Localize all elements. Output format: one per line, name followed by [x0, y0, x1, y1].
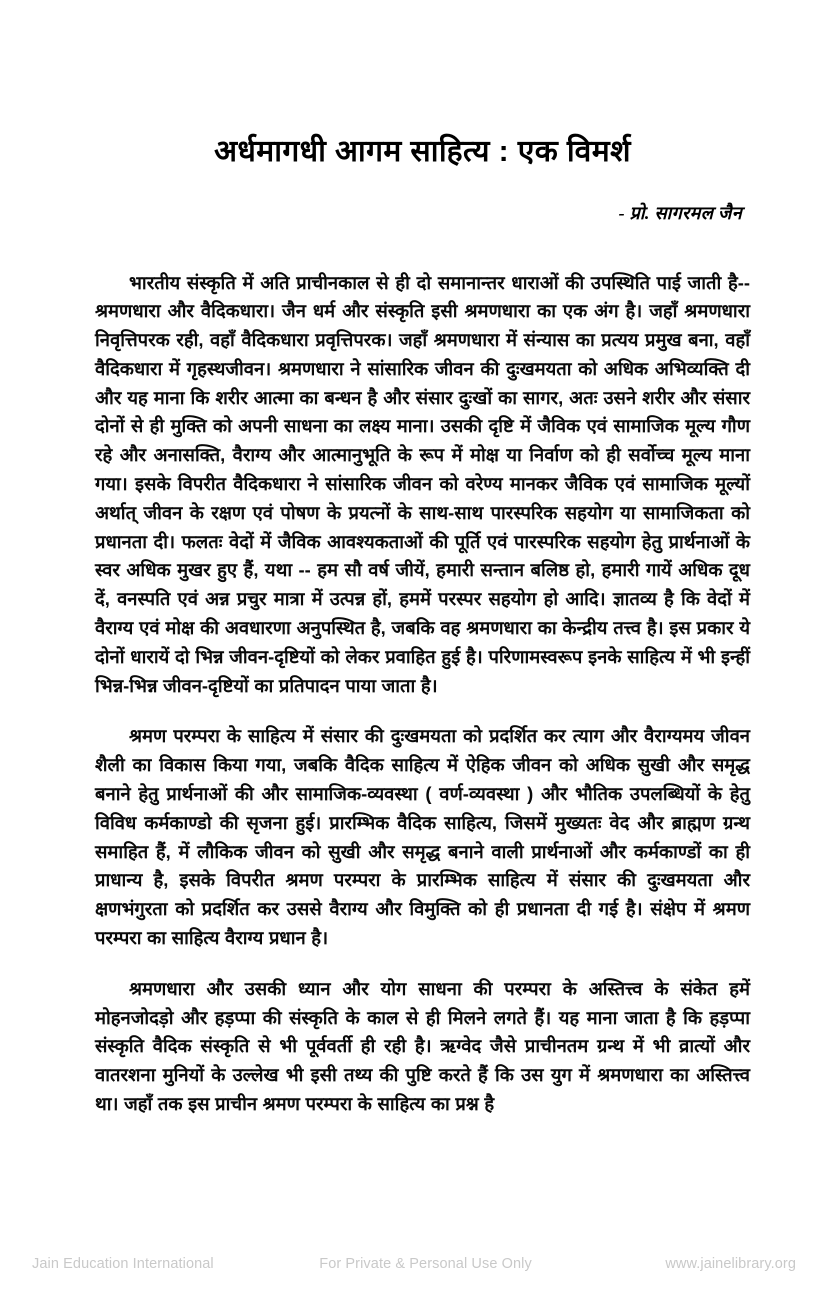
author-byline: - प्रो. सागरमल जैन — [618, 202, 742, 223]
content-column — [95, 0, 750, 1119]
paragraph-3: श्रमणधारा और उसकी ध्यान और योग साधना की परम्परा के अस्तित्त्व के संकेत हमें मोहनजोदड़ो और हड़प्पा की संस्कृति के काल से ही मिलने लगते हैं। यह माना जाता है कि हड़प्पा संस्कृति वैदिक संस्कृति से भी पूर्ववर्ती ही रही है। ऋग्वेद जैसे प्राचीनतम ग्रन्थ में भी व्रात्यों और वातरशना मुनियों के उल्लेख भी इसी तथ्य की पुष्टि करते हैं कि उस युग में श्रमणधारा का अस्तित्त्व था। जहाँ तक इस प्राचीन श्रमण परम्परा के साहित्य का प्रश्न है — [95, 977, 750, 1115]
paragraph-1: भारतीय संस्कृति में अति प्राचीनकाल से ही दो समानान्तर धाराओं की उपस्थिति पाई जाती है-- श्रमणधारा और वैदिकधारा। जैन धर्म और संस्कृति इसी श्रमणधारा का एक अंग है। जहाँ श्रमणधारा निवृत्तिपरक रही, वहाँ वैदिकधारा प्रवृत्तिपरक। जहाँ श्रमणधारा में संन्यास का प्रत्यय प्रमुख बना, वहाँ वैदिकधारा में गृहस्थजीवन। श्रमणधारा ने सांसारिक जीवन की दुःखमयता को अधिक अभिव्यक्ति दी और यह माना कि शरीर आत्मा का बन्धन है और संसार दुःखों का सागर, अतः उसने शरीर और संसार दोनों से ही मुक्ति को अपनी साधना का लक्ष्य माना। उसकी दृष्टि में जैविक एवं सामाजिक मूल्य गौण रहे और अनासक्ति, वैराग्य और आत्मानुभूति के रूप में मोक्ष या निर्वाण को ही सर्वोच्च मूल्य माना गया। इसके विपरीत वैदिकधारा ने सांसारिक जीवन को वरेण्य मानकर जैविक एवं सामाजिक मूल्यों अर्थात् जीवन के रक्षण एवं पोषण के प्रयत्नों के साथ-साथ पारस्परिक सहयोग या सामाजिकता को प्रधानता दी। फलतः वेदों में जैविक आवश्यकताओं की पूर्ति एवं पारस्परिक सहयोग हेतु प्रार्थनाओं के स्वर अधिक मुखर हुए हैं, यथा -- हम सौ वर्ष जीयें, हमारी सन्तान बलिष्ठ हो, हमारी गायें अधिक दूध दें, वनस्पति एवं अन्न प्रचुर मात्रा में उत्पन्न हों, हममें परस्पर सहयोग हो आदि। ज्ञातव्य है कि वेदों में वैराग्य एवं मोक्ष की अवधारणा अनुपस्थित है, जबकि वह श्रमणधारा का केन्द्रीय तत्त्व है। इस प्रकार ये दोनों धारायें दो भिन्न जीवन-दृष्टियों को लेकर प्रवाहित हुई है। परिणामस्वरूप इनके साहित्य में भी इन्हीं भिन्न-भिन्न जीवन-दृष्टियों का प्रतिपादन पाया जाता है। — [95, 271, 750, 696]
footer-usage-notice: For Private & Personal Use Only — [319, 1256, 532, 1272]
footer-website-url[interactable]: www.jainelibrary.org — [665, 1256, 796, 1272]
title-block — [95, 0, 750, 225]
paragraph-2: श्रमण परम्परा के साहित्य में संसार की दुःखमयता को प्रदर्शित कर त्याग और वैराग्यमय जीवन शैली का विकास किया गया, जबकि वैदिक साहित्य में ऐहिक जीवन को अधिक सुखी और समृद्ध बनाने हेतु प्रार्थनाओं की और सामाजिक-व्यवस्था ( वर्ण-व्यवस्था ) और भौतिक उपलब्धियों के हेतु विविध कर्मकाण्डो की सृजना हुई। प्रारम्भिक वैदिक साहित्य, जिसमें मुख्यतः वेद और ब्राह्मण ग्रन्थ समाहित हैं, में लौकिक जीवन को सुखी और समृद्ध बनाने वाली प्रार्थनाओं और कर्मकाण्डों का ही प्राधान्य है, इसके विपरीत श्रमण परम्परा के प्रारम्भिक साहित्य में संसार की दुःखमयता और क्षणभंगुरता को प्रदर्शित कर उससे वैराग्य और विमुक्ति को ही प्रधानता दी गई है। संक्षेप में श्रमण परम्परा का साहित्य वैराग्य प्रधान है। — [95, 725, 750, 949]
page-title: अर्धमागधी आगम साहित्य : एक विमर्श — [214, 135, 631, 168]
page-footer — [0, 1251, 828, 1277]
footer-organization: Jain Education International — [32, 1256, 214, 1272]
body-text — [95, 225, 750, 1119]
